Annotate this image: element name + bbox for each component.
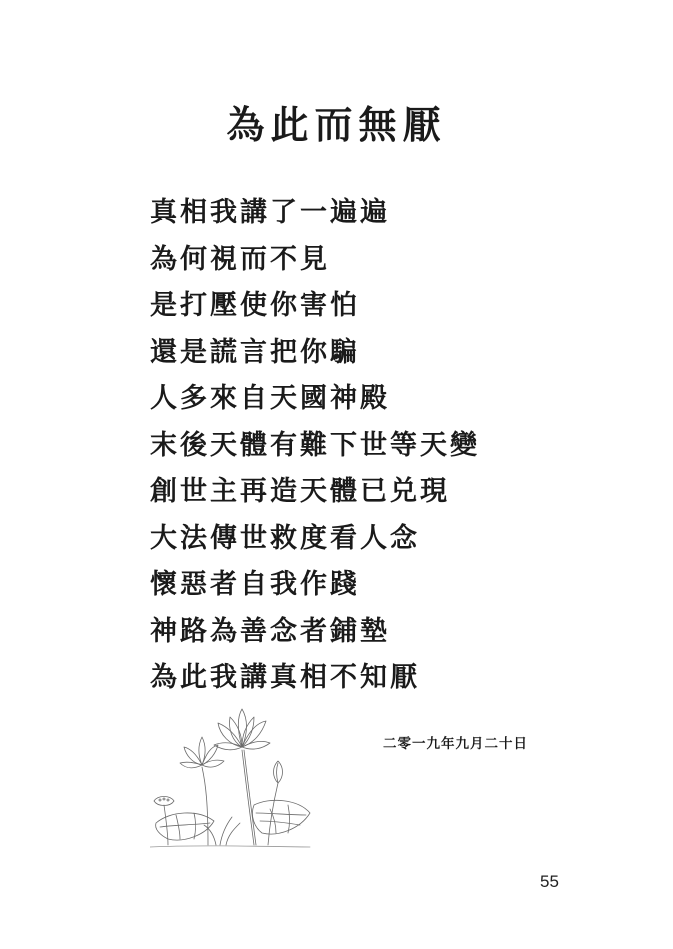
poem-line: 為此我講真相不知厭 [150, 662, 420, 693]
poem-line: 為何視而不見 [150, 243, 330, 275]
poem-line: 是打壓使你害怕 [150, 290, 360, 321]
poem-date: 二零一九年九月二十日 [383, 736, 528, 752]
poem-line: 末後天體有難下世等天變 [150, 429, 480, 461]
poem-line: 創世主再造天體已兑現 [150, 476, 450, 507]
lotus-illustration-icon [150, 705, 315, 855]
poem-line: 還是謊言把你騙 [150, 336, 360, 368]
poem-line: 人多來自天國神殿 [150, 383, 390, 414]
page-number: 55 [540, 872, 559, 891]
poem-title: 為此而無厭 [226, 102, 447, 147]
poem-line: 真相我講了一遍遍 [150, 197, 390, 228]
poem-line: 大法傳世救度看人念 [150, 522, 420, 554]
poem-line: 懷惡者自我作踐 [150, 569, 360, 600]
poem-line: 神路為善念者鋪墊 [150, 615, 390, 647]
poem-body [150, 196, 610, 708]
